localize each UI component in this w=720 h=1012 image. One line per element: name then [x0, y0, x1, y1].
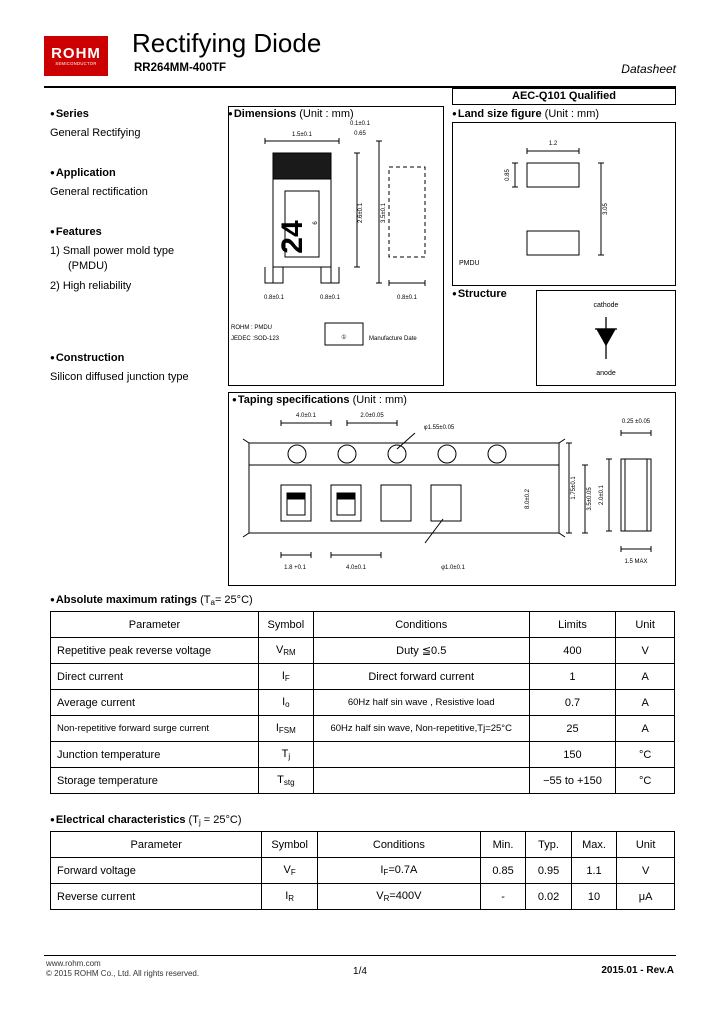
cell-conditions: $V_R=400V$ — [317, 884, 480, 910]
cell-unit: °C — [616, 742, 675, 768]
dimensions-figure — [228, 106, 444, 386]
structure-cathode-label: cathode — [593, 302, 619, 309]
cell-unit: μA — [617, 884, 675, 910]
svg-text:0.85: 0.85 — [505, 169, 511, 181]
page-header — [44, 24, 676, 88]
cell-max: 1.1 — [571, 858, 617, 884]
cell-symbol: $I_o$ — [258, 690, 313, 716]
cell-min: 0.85 — [480, 858, 526, 884]
table-row — [51, 884, 675, 910]
dimensions-unit: (Unit : mm) — [299, 108, 354, 120]
cell-conditions: Direct forward current — [313, 664, 529, 690]
cell-parameter: Average current — [51, 690, 259, 716]
svg-text:4.0±0.1: 4.0±0.1 — [296, 413, 316, 419]
svg-text:φ1.0±0.1: φ1.0±0.1 — [441, 565, 465, 571]
svg-text:φ1.55±0.05: φ1.55±0.05 — [423, 425, 455, 431]
electrical-characteristics-table — [50, 831, 675, 910]
svg-text:0.25 ±0.05: 0.25 ±0.05 — [621, 419, 651, 425]
part-number: RR264MM-400TF — [134, 62, 227, 74]
application-heading: ● Application — [50, 167, 222, 179]
svg-text:1.5±0.1: 1.5±0.1 — [292, 132, 312, 138]
cell-parameter: Direct current — [51, 664, 259, 690]
col-unit: Unit — [617, 832, 675, 858]
datasheet-page — [44, 24, 676, 984]
abs-section-condition: $(T_a= 25^\circ C)$ — [200, 594, 253, 607]
elec-section-title: ● Electrical characteristics $(T_j = 25^\circ C)$ — [50, 814, 676, 827]
cell-parameter: Reverse current — [51, 884, 262, 910]
footer-revision: 2015.01 - Rev.A — [601, 965, 674, 976]
cell-conditions: $I_F=0.7A$ — [317, 858, 480, 884]
cell-typ: 0.02 — [526, 884, 572, 910]
table-row — [51, 742, 675, 768]
feature-1: 1) Small power mold type — [50, 245, 175, 257]
svg-text:①: ① — [341, 335, 347, 341]
svg-text:3.5±0.05: 3.5±0.05 — [587, 487, 593, 511]
col-unit: Unit — [616, 612, 675, 638]
cell-parameter: Non-repetitive forward surge current — [51, 716, 259, 742]
construction-value: Silicon diffused junction type — [50, 371, 189, 383]
cell-symbol: $I_F$ — [258, 664, 313, 690]
structure-heading: ● Structure — [452, 288, 507, 300]
cell-unit: A — [616, 690, 675, 716]
cell-unit: V — [617, 858, 675, 884]
elec-section-condition: $(T_j = 25^\circ C)$ — [188, 814, 242, 827]
taping-figure — [228, 392, 676, 586]
construction-group — [50, 352, 222, 383]
svg-text:1.2: 1.2 — [548, 141, 558, 147]
absolute-maximum-ratings-table — [50, 611, 675, 794]
table-header-row — [51, 612, 675, 638]
cell-conditions — [313, 742, 529, 768]
table-header-row — [51, 832, 675, 858]
svg-text:3.5±0.1: 3.5±0.1 — [381, 203, 387, 223]
svg-text:PMDU: PMDU — [459, 260, 480, 267]
construction-heading: ● Construction — [50, 352, 222, 364]
svg-text:4.0±0.1: 4.0±0.1 — [346, 565, 366, 571]
features-heading: ● Features — [50, 226, 222, 238]
col-min: Min. — [480, 832, 526, 858]
cell-symbol: $V_F$ — [262, 858, 318, 884]
svg-text:0.8±0.1: 0.8±0.1 — [397, 295, 417, 301]
left-info-column — [50, 108, 222, 399]
taping-unit: (Unit : mm) — [352, 394, 407, 406]
cell-symbol: $V_{RM}$ — [258, 638, 313, 664]
table-row — [51, 858, 675, 884]
footer-left — [46, 959, 199, 978]
cell-symbol: $I_{FSM}$ — [258, 716, 313, 742]
application-group — [50, 167, 222, 198]
svg-text:1.5 MAX: 1.5 MAX — [624, 559, 648, 565]
svg-text:0.65: 0.65 — [354, 131, 366, 137]
cell-limits: 0.7 — [529, 690, 616, 716]
svg-text:0.8±0.1: 0.8±0.1 — [264, 295, 284, 301]
svg-text:2.0±0.1: 2.0±0.1 — [599, 485, 605, 505]
electrical-characteristics-block — [44, 814, 676, 910]
abs-section-title: ● Absolute maximum ratings $(T_a= 25^\circ C)$ — [50, 594, 676, 607]
footer-page-number: 1/4 — [353, 966, 367, 977]
logo-sub-text: SEMICONDUCTOR — [55, 60, 97, 66]
svg-text:24: 24 — [276, 220, 309, 254]
cell-parameter: Junction temperature — [51, 742, 259, 768]
absolute-maximum-ratings-block — [44, 594, 676, 794]
table-row — [51, 768, 675, 794]
cell-symbol: $I_R$ — [262, 884, 318, 910]
cell-unit: A — [616, 664, 675, 690]
table-row — [51, 716, 675, 742]
cell-limits: 1 — [529, 664, 616, 690]
cell-max: 10 — [571, 884, 617, 910]
feature-1-sub: (PMDU) — [68, 260, 108, 272]
footer-url[interactable]: www.rohm.com — [46, 959, 101, 968]
page-footer — [44, 955, 676, 984]
svg-text:2.6±0.1: 2.6±0.1 — [358, 203, 364, 223]
cell-parameter: Repetitive peak reverse voltage — [51, 638, 259, 664]
col-parameter: Parameter — [51, 612, 259, 638]
svg-text:3.05: 3.05 — [603, 203, 609, 215]
svg-text:1.8 +0.1: 1.8 +0.1 — [284, 565, 306, 571]
table-row — [51, 690, 675, 716]
features-group — [50, 226, 222, 292]
cell-typ: 0.95 — [526, 858, 572, 884]
cell-unit: °C — [616, 768, 675, 794]
cell-conditions: 60Hz half sin wave, Non-repetitive,Tj=25°C — [313, 716, 529, 742]
col-conditions: Conditions — [317, 832, 480, 858]
table-row — [51, 664, 675, 690]
col-parameter: Parameter — [51, 832, 262, 858]
cell-unit: V — [616, 638, 675, 664]
cell-conditions: 60Hz half sin wave , Resistive load — [313, 690, 529, 716]
cell-unit: A — [616, 716, 675, 742]
col-conditions: Conditions — [313, 612, 529, 638]
aec-qualified-badge: AEC-Q101 Qualified — [452, 88, 676, 105]
cell-symbol: $T_{stg}$ — [258, 768, 313, 794]
svg-text:6: 6 — [313, 221, 319, 225]
rohm-logo — [44, 36, 108, 76]
col-typ: Typ. — [526, 832, 572, 858]
cell-limits: −55 to +150 — [529, 768, 616, 794]
svg-text:0.1±0.1: 0.1±0.1 — [350, 121, 370, 127]
feature-2: 2) High reliability — [50, 280, 132, 292]
svg-text:ROHM : PMDU: ROHM : PMDU — [231, 325, 272, 331]
col-symbol: Symbol — [258, 612, 313, 638]
col-symbol: Symbol — [262, 832, 318, 858]
cell-parameter: Forward voltage — [51, 858, 262, 884]
land-size-figure — [452, 122, 676, 286]
svg-text:2.0±0.05: 2.0±0.05 — [360, 413, 384, 419]
cell-limits: 25 — [529, 716, 616, 742]
cell-conditions — [313, 768, 529, 794]
series-value: General Rectifying — [50, 127, 141, 139]
svg-text:Manufacture Date: Manufacture Date — [369, 336, 417, 342]
cell-conditions: Duty ≦0.5 — [313, 638, 529, 664]
cell-symbol: $T_j$ — [258, 742, 313, 768]
svg-text:8.0±0.2: 8.0±0.2 — [525, 489, 531, 509]
datasheet-label: Datasheet — [621, 62, 676, 76]
land-size-heading: ● Land size figure (Unit : mm) — [452, 108, 599, 120]
footer-copyright: © 2015 ROHM Co., Ltd. All rights reserved. — [46, 969, 200, 978]
cell-parameter: Storage temperature — [51, 768, 259, 794]
cell-limits: 150 — [529, 742, 616, 768]
land-size-unit: (Unit : mm) — [544, 108, 600, 120]
col-limits: Limits — [529, 612, 616, 638]
table-row — [51, 638, 675, 664]
page-title: Rectifying Diode — [132, 28, 322, 58]
cell-limits: 400 — [529, 638, 616, 664]
series-heading: ● Series — [50, 108, 222, 120]
series-group — [50, 108, 222, 139]
cell-min: - — [480, 884, 526, 910]
taping-heading: ● Taping specifications (Unit : mm) — [230, 394, 409, 406]
application-value: General rectification — [50, 186, 148, 198]
svg-text:0.8±0.1: 0.8±0.1 — [320, 295, 340, 301]
dimensions-heading: ● Dimensions (Unit : mm) — [228, 108, 354, 120]
structure-anode-label: anode — [596, 370, 616, 377]
svg-text:1.75±0.1: 1.75±0.1 — [571, 476, 577, 500]
structure-figure — [536, 290, 676, 386]
col-max: Max. — [571, 832, 617, 858]
logo-main-text: ROHM — [51, 44, 101, 62]
svg-text:JEDEC :SOD-123: JEDEC :SOD-123 — [231, 336, 280, 342]
